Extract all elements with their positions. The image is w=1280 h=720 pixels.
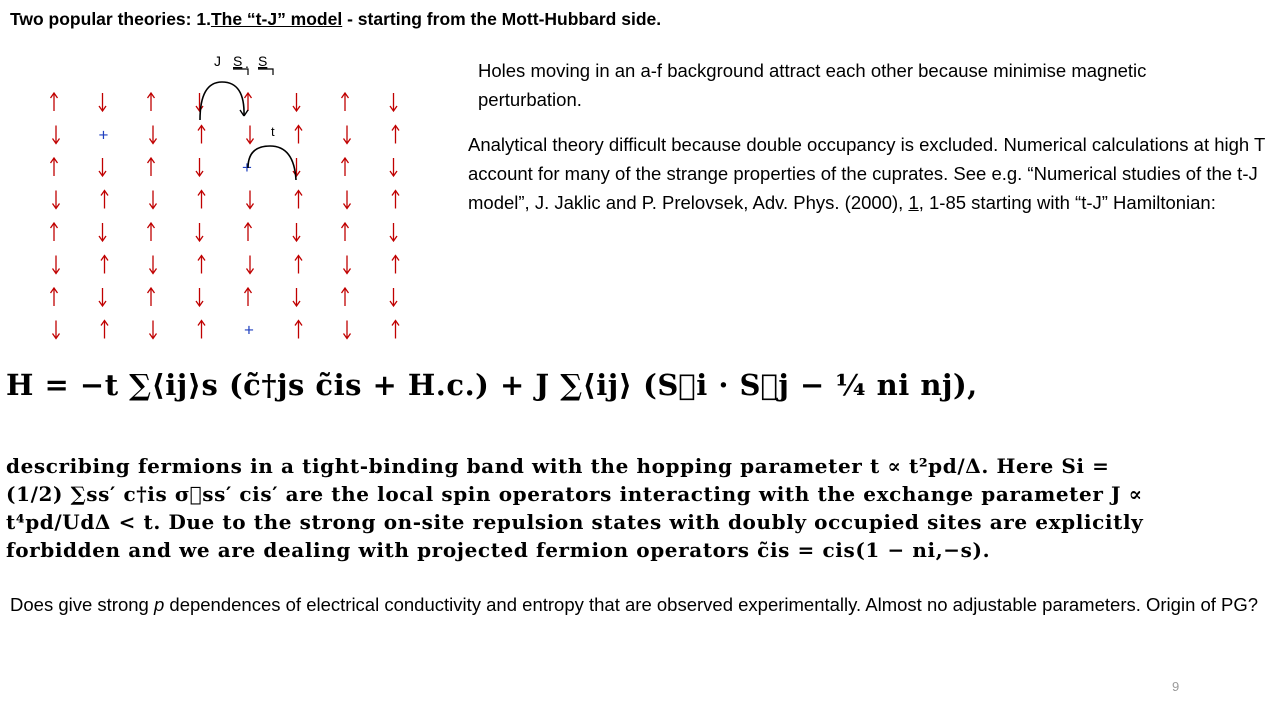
conclusion-p: p (153, 594, 165, 615)
exchange-arc (200, 82, 244, 120)
spin-down-arrow (344, 126, 351, 144)
title-model-name: The “t-J” model (210, 9, 343, 29)
spin-down-arrow (99, 93, 106, 111)
spin-down-arrow (247, 126, 254, 144)
conclusion-paragraph (10, 590, 1275, 619)
spin-up-arrow (245, 223, 252, 241)
spin-down-arrow (99, 288, 106, 306)
spin-down-arrow (293, 223, 300, 241)
spin-up-arrow (342, 223, 349, 241)
spin-down-arrow (196, 223, 203, 241)
hamiltonian-description (6, 452, 1274, 564)
hamiltonian-equation: H = −t ∑⟨ij⟩s (c̃†js c̃is + H.c.) + J ∑⟨ij⟩ (S⃗i · S⃗j − ¼ ni nj), (6, 368, 978, 402)
hopping-arc (248, 146, 296, 180)
spin-label-brackets (233, 69, 273, 75)
spin-up-arrow (198, 256, 205, 274)
label-dot: . (245, 55, 249, 71)
spin-up-arrow (342, 93, 349, 111)
spin-down-arrow (150, 191, 157, 209)
description-line-1: describing fermions in a tight-binding band with the hopping parameter t ∝ t²pd/Δ. Here Si = (6, 454, 1110, 478)
spin-down-arrow (344, 321, 351, 339)
spin-up-arrow (342, 288, 349, 306)
spin-down-arrow (390, 288, 397, 306)
spin-down-arrow (293, 288, 300, 306)
spin-down-arrow (99, 158, 106, 176)
spin-down-arrow (99, 223, 106, 241)
spin-down-arrow (53, 256, 60, 274)
title-suffix: - starting from the Mott-Hubbard side. (342, 9, 662, 29)
spin-down-arrow (53, 126, 60, 144)
spin-down-arrow (293, 93, 300, 111)
spin-up-arrow (51, 288, 58, 306)
spin-up-arrow (295, 256, 302, 274)
page-number: 9 (1172, 679, 1180, 694)
description-line-4: forbidden and we are dealing with projected fermion operators c̃is = cis(1 − ni,−s). (6, 538, 991, 562)
conclusion-text-1: Does give strong (10, 594, 154, 615)
label-S-i: S (233, 53, 243, 69)
analytic-text-2: , 1-85 starting with “t-J” Hamiltonian: (918, 192, 1216, 213)
hole-marker: + (242, 158, 252, 177)
spin-up-arrow (295, 191, 302, 209)
spin-up-arrow (295, 321, 302, 339)
spin-down-arrow (150, 256, 157, 274)
spin-down-arrow (344, 191, 351, 209)
spin-up-arrow (342, 158, 349, 176)
description-line-3: t⁴pd/UdΔ < t. Due to the strong on-site repulsion states with doubly occupied sites are explicitly (6, 510, 1144, 534)
label-t: t (271, 124, 275, 139)
spin-up-arrow (148, 158, 155, 176)
spin-up-arrow (148, 288, 155, 306)
label-J: J (214, 53, 221, 69)
spin-up-arrow (101, 321, 108, 339)
analytic-paragraph (468, 130, 1268, 217)
spin-up-arrow (51, 223, 58, 241)
holes (99, 126, 255, 340)
spin-up-arrow (51, 93, 58, 111)
analytic-text-1: Analytical theory difficult because double occupancy is excluded. Numerical calculations at high T account for many of the strange properties of the cuprates. See e.g. “Numerical studies of the t-J model”, J. Jaklic and P. Prelovsek, Adv. Phys. (2000), (468, 134, 1265, 213)
spin-down-arrow (247, 191, 254, 209)
label-S-j: S (258, 53, 268, 69)
spin-down-arrow (53, 321, 60, 339)
spin-up-arrow (245, 93, 252, 111)
spin-up-arrow (392, 321, 399, 339)
spin-lattice-figure (30, 40, 430, 350)
spin-up-arrow (245, 288, 252, 306)
spin-up-arrow (392, 126, 399, 144)
spin-up-arrow (198, 126, 205, 144)
hole-marker: + (98, 125, 109, 145)
spin-down-arrow (196, 288, 203, 306)
spin-down-arrow (150, 321, 157, 339)
spin-up-arrow (295, 126, 302, 144)
spin-down-arrow (53, 191, 60, 209)
spin-up-arrow (198, 191, 205, 209)
title-prefix: Two popular theories: 1. (10, 9, 211, 29)
spin-down-arrow (390, 93, 397, 111)
hole-marker: + (244, 320, 254, 340)
spin-down-arrow (150, 126, 157, 144)
spin-up-arrow (148, 223, 155, 241)
spin-up-arrow (51, 158, 58, 176)
slide-title (10, 9, 661, 30)
description-line-2: (1/2) ∑ss′ c†is σ⃗ss′ cis′ are the local spin operators interacting with the exchange parameter J ∝ (6, 482, 1143, 506)
conclusion-text-2: dependences of electrical conductivity and entropy that are observed experimentally. Almost no adjustable parameters. Origin of PG? (164, 594, 1259, 615)
spin-down-arrow (247, 256, 254, 274)
spin-down-arrow (344, 256, 351, 274)
spin-down-arrow (390, 223, 397, 241)
spin-up-arrow (101, 256, 108, 274)
spin-up-arrow (148, 93, 155, 111)
spin-down-arrow (390, 158, 397, 176)
spin-up-arrow (101, 191, 108, 209)
analytic-volume: 1 (908, 192, 919, 213)
spin-up-arrow (392, 256, 399, 274)
spin-up-arrow (392, 191, 399, 209)
spin-down-arrow (196, 158, 203, 176)
spin-up-arrow (198, 321, 205, 339)
holes-paragraph: Holes moving in an a-f background attract each other because minimise magnetic perturbation. (478, 60, 1147, 110)
